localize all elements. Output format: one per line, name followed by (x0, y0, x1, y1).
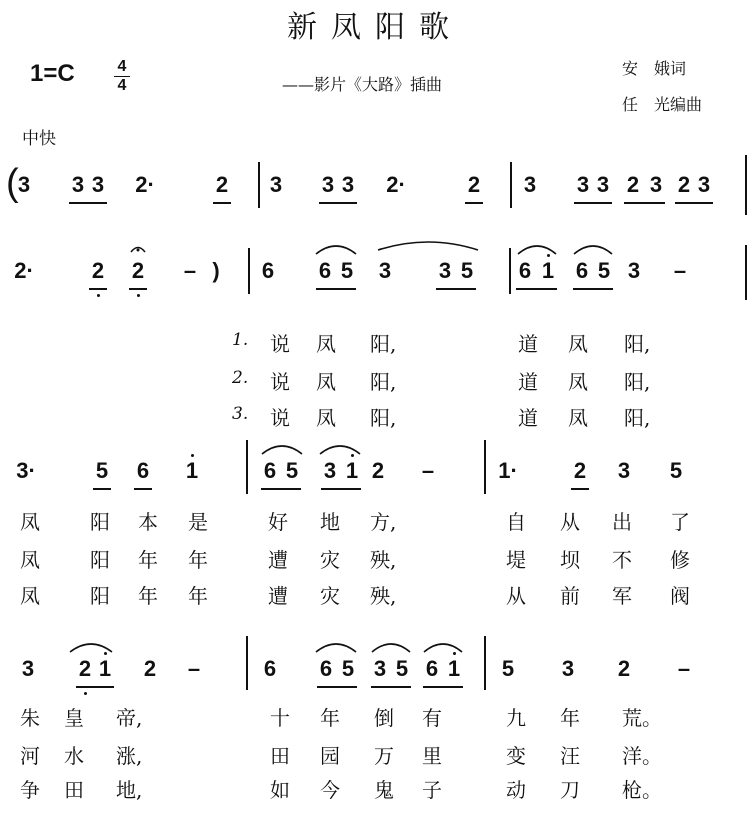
lyric-row3-v2-2: 年 (138, 548, 158, 572)
lyric-row2-v3-2: 阳, (370, 406, 397, 430)
lyric-row3-v1-4: 好 (268, 510, 288, 534)
lyric-row4-v3-6: 子 (422, 778, 442, 802)
lyric-row3-v3-6: 殃, (370, 584, 397, 608)
note-row2-16: – (673, 258, 687, 283)
note-row2-0: 2· (14, 258, 34, 283)
lyric-row3-v2-1: 阳 (90, 548, 110, 572)
note-row4-12: 5 (501, 656, 515, 681)
time-bottom: 4 (117, 77, 127, 94)
lyric-row4-v3-8: 刀 (560, 778, 580, 802)
lyric-row3-v2-7: 堤 (506, 548, 526, 572)
lyric-row4-v1-6: 有 (422, 706, 442, 730)
note-row3-2: 6 (136, 458, 150, 483)
lyric-row4-v1-3: 十 (270, 706, 290, 730)
lyric-row3-v2-0: 凤 (20, 548, 40, 572)
open-parenthesis: ( (6, 162, 19, 204)
lyric-row3-v1-10: 了 (670, 510, 690, 534)
note-row1-16: 3 (697, 172, 711, 197)
key-signature: 1=C (30, 60, 75, 87)
note-row3-13: 5 (669, 458, 683, 483)
note-row4-7: 5 (341, 656, 355, 681)
lyric-row3-v3-4: 遭 (268, 584, 288, 608)
note-row1-13: 2 (626, 172, 640, 197)
slur (574, 246, 612, 254)
lyric-row3-v2-3: 年 (188, 548, 208, 572)
lyric-row3-v2-8: 坝 (560, 548, 580, 572)
lyric-row3-v3-8: 前 (560, 584, 580, 608)
lyric-row4-v1-2: 帝, (116, 706, 143, 730)
lyric-row2-v1-0: 说 (270, 332, 290, 356)
note-row4-0: 3 (21, 656, 35, 681)
lyric-row2-v3-1: 凤 (316, 406, 336, 430)
note-row2-3: – (183, 258, 197, 283)
note-row2-13: 6 (575, 258, 589, 283)
lyric-row4-v1-0: 朱 (20, 706, 40, 730)
slur (316, 246, 356, 254)
lyric-row2-v2-2: 阳, (370, 370, 397, 394)
lyric-row2-v1-3: 道 (518, 332, 538, 356)
lyric-row3-v1-8: 从 (560, 510, 580, 534)
note-row3-6: 3 (323, 458, 337, 483)
note-row1-10: 3 (523, 172, 537, 197)
note-row3-11: 2 (573, 458, 587, 483)
note-row2-7: 5 (340, 258, 354, 283)
note-row4-3: 2 (143, 656, 157, 681)
slur (518, 246, 556, 254)
note-row1-5: 3 (269, 172, 283, 197)
note-row4-8: 3 (373, 656, 387, 681)
song-title: 新凤阳歌 (287, 10, 463, 45)
lyric-row4-v2-1: 水 (64, 744, 84, 768)
note-row1-3: 2· (135, 172, 155, 197)
lyric-row2-v2-5: 阳, (624, 370, 651, 394)
note-row3-1: 5 (95, 458, 109, 483)
note-row1-9: 2 (467, 172, 481, 197)
subtitle: ——影片《大路》插曲 (282, 75, 443, 94)
note-row2-14: 5 (597, 258, 611, 283)
note-row1-15: 2 (677, 172, 691, 197)
verse-number: 1. (232, 330, 249, 350)
lyric-row3-v3-0: 凤 (20, 584, 40, 608)
lyric-row2-v1-1: 凤 (316, 332, 336, 356)
lyric-row2-v2-3: 道 (518, 370, 538, 394)
lyric-row4-v2-9: 洋。 (622, 744, 662, 768)
note-row1-1: 3 (71, 172, 85, 197)
lyric-row4-v3-1: 田 (64, 778, 84, 802)
note-row3-10: 1· (498, 458, 518, 483)
lyric-row4-v1-5: 倒 (374, 706, 394, 730)
lyric-row3-v1-0: 凤 (20, 510, 40, 534)
note-row4-15: – (677, 656, 691, 681)
note-row1-12: 3 (596, 172, 610, 197)
lyric-row4-v2-6: 里 (422, 744, 442, 768)
lyric-row4-v3-9: 枪。 (622, 778, 662, 802)
lyric-row3-v1-7: 自 (506, 510, 526, 534)
slur (320, 446, 360, 454)
slur (70, 644, 112, 652)
tempo-marking: 中快 (22, 129, 56, 148)
lyric-row4-v3-2: 地, (116, 778, 143, 802)
note-row3-4: 6 (263, 458, 277, 483)
fermata-dot (137, 249, 140, 252)
note-row2-6: 6 (318, 258, 332, 283)
slur (424, 644, 462, 652)
lyric-row3-v3-3: 年 (188, 584, 208, 608)
lyric-row4-v1-1: 皇 (64, 706, 84, 730)
slur (372, 644, 410, 652)
note-row1-14: 3 (649, 172, 663, 197)
lyric-row4-v1-7: 九 (506, 706, 526, 730)
lyric-row4-v1-4: 年 (320, 706, 340, 730)
lyric-row4-v2-3: 田 (270, 744, 290, 768)
lyric-row2-v3-5: 阳, (624, 406, 651, 430)
lyric-row4-v3-0: 争 (20, 778, 40, 802)
note-row1-7: 3 (341, 172, 355, 197)
note-row3-3: 1 (185, 458, 199, 483)
lyric-row2-v2-1: 凤 (316, 370, 336, 394)
note-row2-8: 3 (378, 258, 392, 283)
lyric-row3-v2-10: 修 (670, 548, 690, 572)
lyric-row4-v3-4: 今 (320, 778, 340, 802)
note-row4-4: – (187, 656, 201, 681)
note-row4-9: 5 (395, 656, 409, 681)
lyric-row3-v1-3: 是 (188, 510, 208, 534)
note-row2-10: 5 (460, 258, 474, 283)
note-row2-1: 2 (91, 258, 105, 283)
lyric-row4-v2-8: 汪 (560, 744, 580, 768)
lyric-row4-v3-3: 如 (270, 778, 290, 802)
lyric-row3-v2-4: 遭 (268, 548, 288, 572)
note-row4-10: 6 (425, 656, 439, 681)
lyric-row3-v1-5: 地 (320, 510, 340, 534)
lyric-row3-v1-6: 方, (370, 510, 397, 534)
lyric-row3-v3-9: 军 (612, 584, 632, 608)
note-row4-2: 1 (98, 656, 112, 681)
note-row3-5: 5 (285, 458, 299, 483)
note-row1-0: 3 (17, 172, 31, 197)
note-row1-11: 3 (576, 172, 590, 197)
note-row2-9: 3 (438, 258, 452, 283)
note-row2-15: 3 (627, 258, 641, 283)
lyric-row2-v1-5: 阳, (624, 332, 651, 356)
note-row3-7: 1 (345, 458, 359, 483)
note-row4-6: 6 (319, 656, 333, 681)
lyricist-credit: 安 娥词 (622, 59, 687, 78)
note-row2-2: 2 (131, 258, 145, 283)
lyric-row4-v2-5: 万 (374, 744, 394, 768)
composer-credit: 任 光编曲 (622, 95, 703, 114)
note-row4-13: 3 (561, 656, 575, 681)
lyric-row3-v2-5: 灾 (320, 548, 340, 572)
lyric-row3-v3-10: 阀 (670, 584, 690, 608)
note-row3-9: – (421, 458, 435, 483)
lyric-row2-v2-0: 说 (270, 370, 290, 394)
lyric-row4-v1-9: 荒。 (622, 706, 662, 730)
lyric-row2-v1-2: 阳, (370, 332, 397, 356)
note-row3-8: 2 (371, 458, 385, 483)
note-row2-11: 6 (518, 258, 532, 283)
lyric-row3-v3-2: 年 (138, 584, 158, 608)
slur (262, 446, 302, 454)
note-row1-6: 3 (321, 172, 335, 197)
lyric-row3-v3-5: 灾 (320, 584, 340, 608)
lyric-row2-v2-4: 凤 (568, 370, 588, 394)
verse-number: 2. (232, 368, 249, 388)
note-row4-5: 6 (263, 656, 277, 681)
lyric-row2-v3-4: 凤 (568, 406, 588, 430)
note-row3-12: 3 (617, 458, 631, 483)
note-row2-5: 6 (261, 258, 275, 283)
lyric-row4-v2-0: 河 (20, 744, 40, 768)
lyric-row2-v1-4: 凤 (568, 332, 588, 356)
lyric-row4-v3-7: 动 (506, 778, 526, 802)
lyric-row4-v2-2: 涨, (116, 744, 143, 768)
lyric-row4-v1-8: 年 (560, 706, 580, 730)
lyric-row4-v2-7: 变 (506, 744, 526, 768)
note-row1-4: 2 (215, 172, 229, 197)
note-row1-8: 2· (386, 172, 406, 197)
note-row4-1: 2 (78, 656, 92, 681)
note-row2-12: 1 (541, 258, 555, 283)
lyric-row3-v2-6: 殃, (370, 548, 397, 572)
lyric-row3-v1-1: 阳 (90, 510, 110, 534)
verse-number: 3. (232, 404, 249, 424)
lyric-row3-v3-1: 阳 (90, 584, 110, 608)
slur (378, 242, 478, 250)
note-row2-4: ) (212, 258, 220, 283)
note-row1-2: 3 (91, 172, 105, 197)
lyric-row4-v2-4: 园 (320, 744, 340, 768)
lyric-row2-v3-0: 说 (270, 406, 290, 430)
lyric-row3-v2-9: 不 (612, 548, 632, 572)
note-row4-14: 2 (617, 656, 631, 681)
lyric-row4-v3-5: 鬼 (374, 778, 394, 802)
slur (316, 644, 356, 652)
lyric-row3-v1-9: 出 (612, 510, 632, 534)
note-row4-11: 1 (447, 656, 461, 681)
lyric-row3-v3-7: 从 (506, 584, 526, 608)
lyric-row3-v1-2: 本 (138, 510, 158, 534)
note-row3-0: 3· (16, 458, 36, 483)
time-top: 4 (117, 58, 127, 75)
lyric-row2-v3-3: 道 (518, 406, 538, 430)
